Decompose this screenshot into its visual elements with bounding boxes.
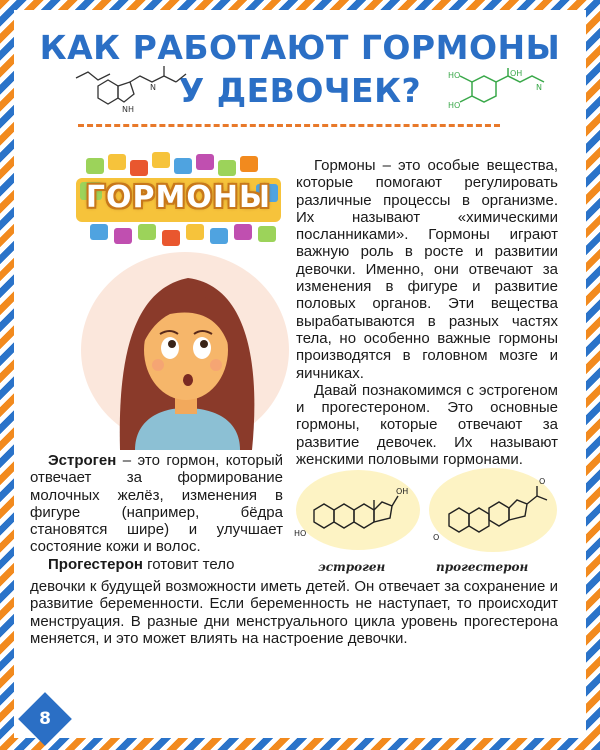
nh-label: NH [122, 105, 134, 114]
estrogen-label: эстроген [318, 560, 386, 574]
estrogen-oh-label: OH [396, 487, 409, 496]
intro-text [296, 157, 558, 468]
serotonin-molecule-icon [68, 60, 193, 122]
ho-label-2: HO [448, 101, 461, 110]
progesterone-text: девочки к будущей возможности иметь детей. Он отвечает за сохранение и развитие беременности. Если беременность не наступает, то происходит менструация. В разные дни менструального цикла уровень прогестерона меняется, и это может влиять на настроение девочки. [30, 578, 558, 647]
dopamine-molecule-icon [448, 68, 558, 124]
progesterone-label: прогестерон [436, 560, 529, 574]
oh-label-1: OH [510, 69, 523, 78]
estrogen-definition: – это гормон, который отвечает за формирование молочных желёз, изменения в фигуре (например, бёдра становятся шире) и улучшает состояние кожи и волос. [30, 452, 283, 556]
page-title-line-2: У ДЕВОЧЕК? [178, 71, 422, 110]
n-label-2: N [536, 83, 542, 92]
puzzle-banner [76, 150, 281, 250]
page-number: 8 [39, 709, 51, 729]
girl-illustration [80, 250, 290, 450]
progesterone-o-label-1: O [433, 533, 440, 542]
progesterone-term: Прогестерон [48, 555, 143, 573]
ho-label-1: HO [448, 71, 461, 80]
intro-paragraph-2: Давай познакомимся с эстрогеном и прогестероном. Это основные гормоны, которые отвечают за развитие девочек. Их называют женскими половыми гормонами. [296, 381, 558, 469]
estrogen-term: Эстроген [48, 452, 117, 469]
progesterone-o-label-2: O [539, 477, 546, 486]
page-title-line-1: КАК РАБОТАЮТ ГОРМОНЫ [39, 28, 561, 67]
estrogen-structure-icon [292, 466, 422, 558]
intro-paragraph-1: Гормоны – это особые вещества, которые помогают регулировать различные процессы в организме. Их называют «химическими посланниками». Гормоны играют важную роль в росте и развитии девочки. Именно, они отвечают за изменения в фигуре и развитие половых органов. Эти вещества вырабатываются в разных частях тела, но особенно важные гормоны производятся в головном мозге и яичниках. [296, 157, 558, 382]
estrogen-ho-label: HO [294, 529, 307, 538]
title-divider [78, 124, 500, 127]
progesterone-structure-icon [425, 462, 560, 558]
n-label-1: N [150, 83, 156, 92]
progesterone-definition-start: готовит тело [142, 555, 235, 573]
puzzle-word: ГОРМОНЫ [85, 180, 272, 215]
estrogen-text [30, 452, 283, 573]
